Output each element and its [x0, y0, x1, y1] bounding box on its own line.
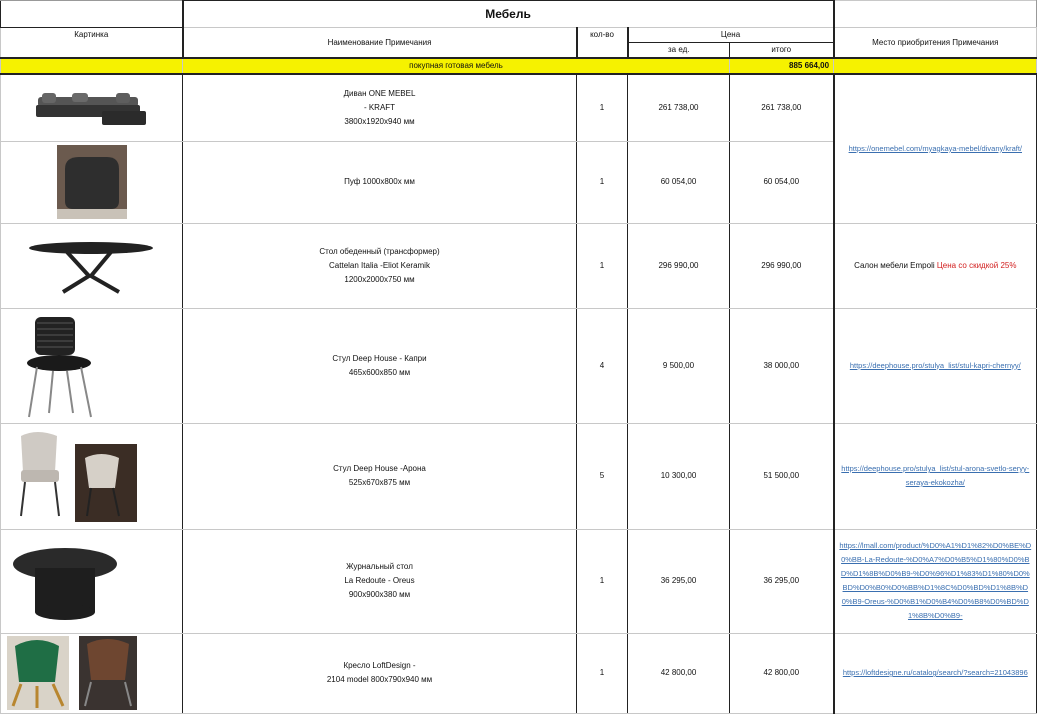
row6-qty[interactable]: 1 — [577, 529, 628, 633]
row5-name-line2: 525x670x875 мм — [348, 478, 411, 487]
row3-name-line1: Стол обеденный (трансформер) — [319, 246, 440, 256]
row4-name-line2: 465x600x850 мм — [348, 367, 411, 377]
row4-name-line1: Стул Deep House - Капри — [332, 353, 427, 363]
row2-unit-price[interactable]: 60 054,00 — [628, 141, 730, 223]
dining-table-image — [27, 236, 157, 296]
section-label[interactable]: покупная готовая мебель — [183, 58, 730, 74]
row5-qty[interactable]: 5 — [577, 423, 628, 529]
row4-unit-price[interactable]: 9 500,00 — [628, 308, 730, 423]
row3-name-line2: Cattelan Italia -Eliot Keramik — [329, 260, 430, 270]
row1-name-line1: Диван ONE MEBEL — [343, 88, 416, 98]
row6-name-line3: 900x900x380 мм — [348, 590, 411, 599]
row3-place-name: Салон мебели Empoli — [854, 260, 935, 270]
row3-total[interactable]: 296 990,00 — [730, 223, 834, 308]
row5-place[interactable] — [834, 423, 1037, 529]
table-title[interactable]: Мебель — [183, 1, 834, 28]
corner-cell[interactable] — [1, 1, 183, 28]
picture-pouf[interactable] — [1, 141, 183, 223]
row1-unit-price[interactable]: 261 738,00 — [628, 74, 730, 141]
header-qty[interactable]: кол-во — [577, 28, 628, 59]
row1-qty[interactable]: 1 — [577, 74, 628, 141]
row3-place-note: Цена со скидкой 25% — [936, 260, 1017, 270]
row6-name-line2: La Redoute - Oreus — [344, 576, 415, 585]
picture-sofa[interactable] — [1, 74, 183, 141]
header-place[interactable]: Место приобритения Примечания — [834, 28, 1037, 59]
row5-name-line1: Стул Deep House -Арона — [333, 464, 426, 473]
header-name[interactable]: Наименование Примечания — [183, 28, 577, 59]
row1-name-line3: 3800x1920x940 мм — [344, 116, 415, 126]
row7-name-line2: 2104 model 800x790x940 мм — [326, 675, 433, 684]
row7-total[interactable]: 42 800,00 — [730, 633, 834, 713]
row4-qty[interactable]: 4 — [577, 308, 628, 423]
row7-name-line1: Кресло LoftDesign - — [343, 661, 416, 670]
row7-place-link[interactable]: https://loftdesigne.ru/catalog/search/?search=21043896 — [842, 668, 1028, 677]
row4-place[interactable] — [834, 308, 1037, 423]
row6-total[interactable]: 36 295,00 — [730, 529, 834, 633]
row6-unit-price[interactable]: 36 295,00 — [628, 529, 730, 633]
coffee-table-image — [9, 536, 129, 626]
picture-chair-arona[interactable] — [1, 423, 183, 529]
title-right-cell[interactable] — [834, 1, 1037, 28]
header-picture[interactable]: Картинка — [1, 28, 183, 59]
row6-name-line1: Журнальный стол — [346, 562, 413, 571]
header-price[interactable]: Цена — [628, 28, 834, 43]
row7-place[interactable] — [834, 633, 1037, 713]
armchair-image — [7, 636, 137, 710]
row5-total[interactable]: 51 500,00 — [730, 423, 834, 529]
section-sum[interactable]: 885 664,00 — [730, 58, 834, 74]
place-link-onemebel[interactable]: https://onemebel.com/myagkaya-mebel/divany/kraft/ — [848, 143, 1022, 153]
row4-place-link[interactable]: https://deephouse.pro/stulya_list/stul-kapri-chernyy/ — [849, 360, 1021, 370]
chair-arona-image — [15, 428, 145, 524]
place-merged[interactable] — [834, 74, 1037, 223]
row3-place[interactable] — [834, 223, 1037, 308]
row2-qty[interactable]: 1 — [577, 141, 628, 223]
chair-kapri-image — [19, 313, 109, 419]
row1-total[interactable]: 261 738,00 — [730, 74, 834, 141]
header-per-unit[interactable]: за ед. — [628, 43, 730, 59]
sofa-image — [32, 83, 152, 133]
row2-name[interactable]: Пуф 1000x800x мм — [183, 141, 577, 223]
pouf-image — [57, 145, 127, 219]
row2-total[interactable]: 60 054,00 — [730, 141, 834, 223]
row1-name-line2: - KRAFT — [363, 102, 396, 112]
picture-dining-table[interactable] — [1, 223, 183, 308]
section-cell-empty[interactable] — [1, 58, 183, 74]
picture-coffee-table[interactable] — [1, 529, 183, 633]
row6-place-link[interactable]: https://lmall.com/product/%D0%A1%D1%82%D0%BE%D0%BB-La-Redoute-%D0%A7%D0%B5%D1%80%D0%BD%D1%8B%D0%B9-%D0%96%D1%83%D1%80%D0%BD%D0%B0%D0%BB%D1%8C%D0%BD%D1%8B%D0%B9-Oreus-%D0%B1%D0%B4%D0%B8%D0%BD%D1%8B%D0%B9- — [839, 541, 1032, 620]
row7-unit-price[interactable]: 42 800,00 — [628, 633, 730, 713]
row5-unit-price[interactable]: 10 300,00 — [628, 423, 730, 529]
row7-qty[interactable]: 1 — [577, 633, 628, 713]
row3-qty[interactable]: 1 — [577, 223, 628, 308]
picture-chair-kapri[interactable] — [1, 308, 183, 423]
row6-place[interactable] — [834, 529, 1037, 633]
row3-unit-price[interactable]: 296 990,00 — [628, 223, 730, 308]
row3-name-line3: 1200x2000x750 мм — [344, 274, 415, 284]
row4-total[interactable]: 38 000,00 — [730, 308, 834, 423]
section-place-empty[interactable] — [834, 58, 1037, 74]
row5-place-link[interactable]: https://deephouse.pro/stulya_list/stul-arona-svetlo-seryy-seraya-ekokozha/ — [841, 464, 1030, 487]
picture-armchair[interactable] — [1, 633, 183, 713]
header-total[interactable]: итого — [730, 43, 834, 59]
